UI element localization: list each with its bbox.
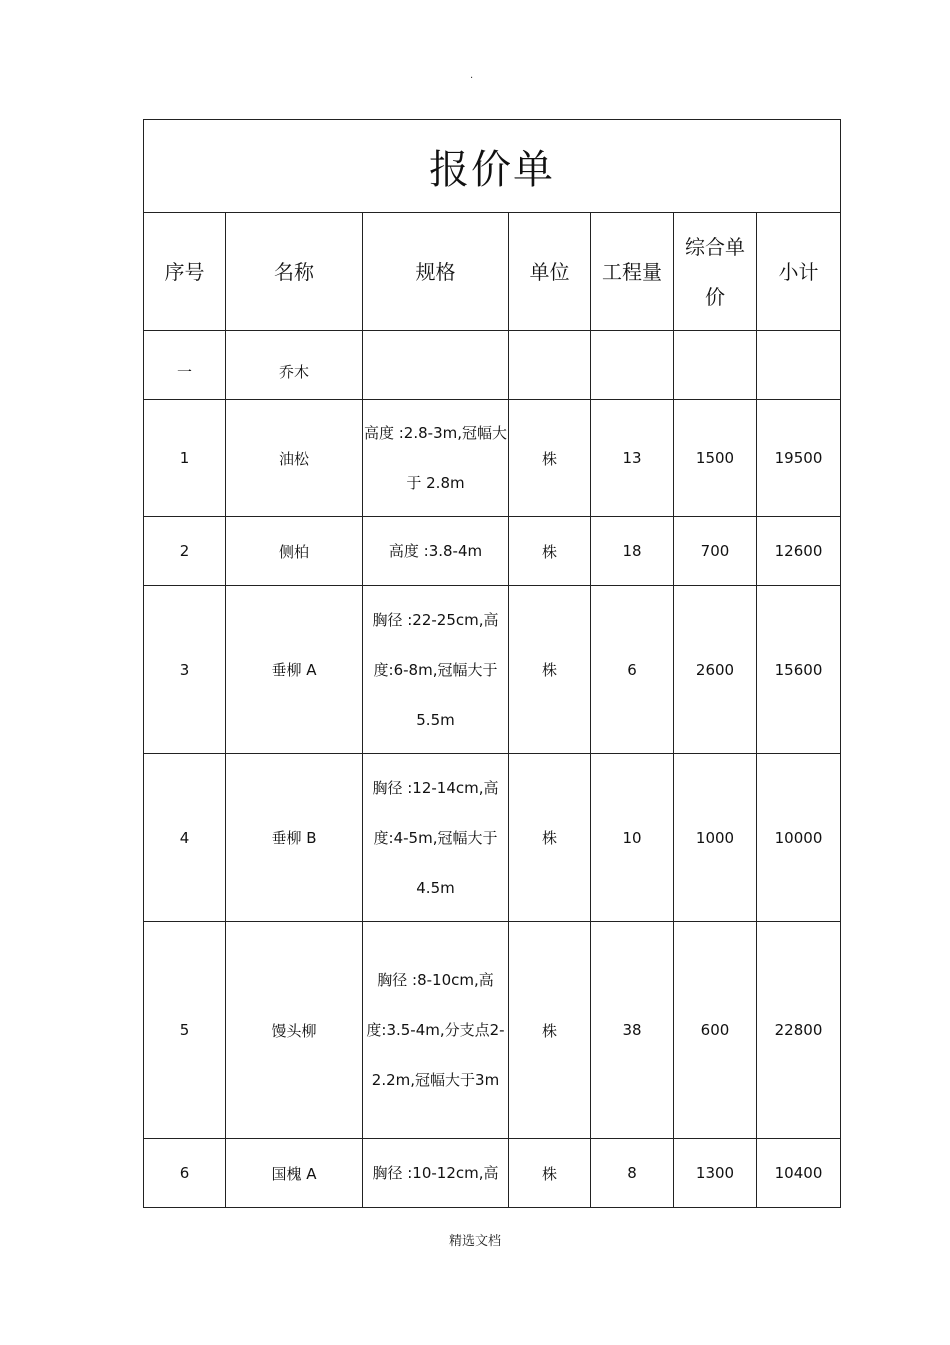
cell-spec: 胸径 :12-14cm,高度:4-5m,冠幅大于4.5m <box>363 754 509 922</box>
cell-no: 4 <box>144 754 226 922</box>
cell-price: 700 <box>674 517 757 586</box>
cell-subtotal: 10400 <box>757 1139 841 1208</box>
page-mark: . <box>470 70 474 81</box>
cell-spec: 高度 :3.8-4m <box>363 517 509 586</box>
table-row <box>144 1139 841 1208</box>
cell-name: 馒头柳 <box>226 922 363 1139</box>
header-qty: 工程量 <box>591 213 674 331</box>
cell-unit: 株 <box>509 1139 591 1208</box>
cell-unit: 株 <box>509 400 591 517</box>
cell-subtotal <box>757 331 841 400</box>
cell-spec <box>363 331 509 400</box>
cell-no: 3 <box>144 586 226 754</box>
cell-qty: 13 <box>591 400 674 517</box>
cell-subtotal: 15600 <box>757 586 841 754</box>
cell-qty <box>591 331 674 400</box>
cell-qty: 18 <box>591 517 674 586</box>
cell-subtotal: 19500 <box>757 400 841 517</box>
table-row <box>144 922 841 1139</box>
cell-no: 2 <box>144 517 226 586</box>
cell-unit: 株 <box>509 754 591 922</box>
cell-price: 600 <box>674 922 757 1139</box>
cell-price: 1000 <box>674 754 757 922</box>
quote-title: 报价单 <box>144 120 841 213</box>
table-row <box>144 331 841 400</box>
table-row <box>144 400 841 517</box>
cell-price: 1500 <box>674 400 757 517</box>
cell-name: 侧柏 <box>226 517 363 586</box>
cell-qty: 38 <box>591 922 674 1139</box>
cell-name: 乔木 <box>226 331 363 400</box>
cell-spec: 高度 :2.8-3m,冠幅大于 2.8m <box>363 400 509 517</box>
cell-qty: 10 <box>591 754 674 922</box>
header-row <box>144 213 841 331</box>
cell-name: 垂柳 B <box>226 754 363 922</box>
cell-subtotal: 12600 <box>757 517 841 586</box>
cell-subtotal: 22800 <box>757 922 841 1139</box>
page-footer: 精选文档 <box>448 1234 501 1249</box>
cell-no: 一 <box>144 331 226 400</box>
cell-qty: 8 <box>591 1139 674 1208</box>
cell-qty: 6 <box>591 586 674 754</box>
table-row <box>144 586 841 754</box>
cell-name: 国槐 A <box>226 1139 363 1208</box>
header-spec: 规格 <box>363 213 509 331</box>
table-row <box>144 754 841 922</box>
cell-no: 1 <box>144 400 226 517</box>
cell-no: 5 <box>144 922 226 1139</box>
cell-spec: 胸径 :10-12cm,高 <box>363 1139 509 1208</box>
cell-unit <box>509 331 591 400</box>
cell-unit: 株 <box>509 517 591 586</box>
header-unit: 单位 <box>509 213 591 331</box>
cell-price: 1300 <box>674 1139 757 1208</box>
cell-unit: 株 <box>509 586 591 754</box>
cell-no: 6 <box>144 1139 226 1208</box>
cell-name: 垂柳 A <box>226 586 363 754</box>
header-no: 序号 <box>144 213 226 331</box>
cell-subtotal: 10000 <box>757 754 841 922</box>
header-name: 名称 <box>226 213 363 331</box>
cell-price <box>674 331 757 400</box>
table-row <box>144 517 841 586</box>
cell-name: 油松 <box>226 400 363 517</box>
cell-unit: 株 <box>509 922 591 1139</box>
quote-table <box>143 119 841 1208</box>
cell-spec: 胸径 :8-10cm,高度:3.5-4m,分支点2-2.2m,冠幅大于3m <box>363 922 509 1139</box>
cell-spec: 胸径 :22-25cm,高度:6-8m,冠幅大于5.5m <box>363 586 509 754</box>
cell-price: 2600 <box>674 586 757 754</box>
header-price: 综合单价 <box>674 213 757 331</box>
header-subtotal: 小计 <box>757 213 841 331</box>
